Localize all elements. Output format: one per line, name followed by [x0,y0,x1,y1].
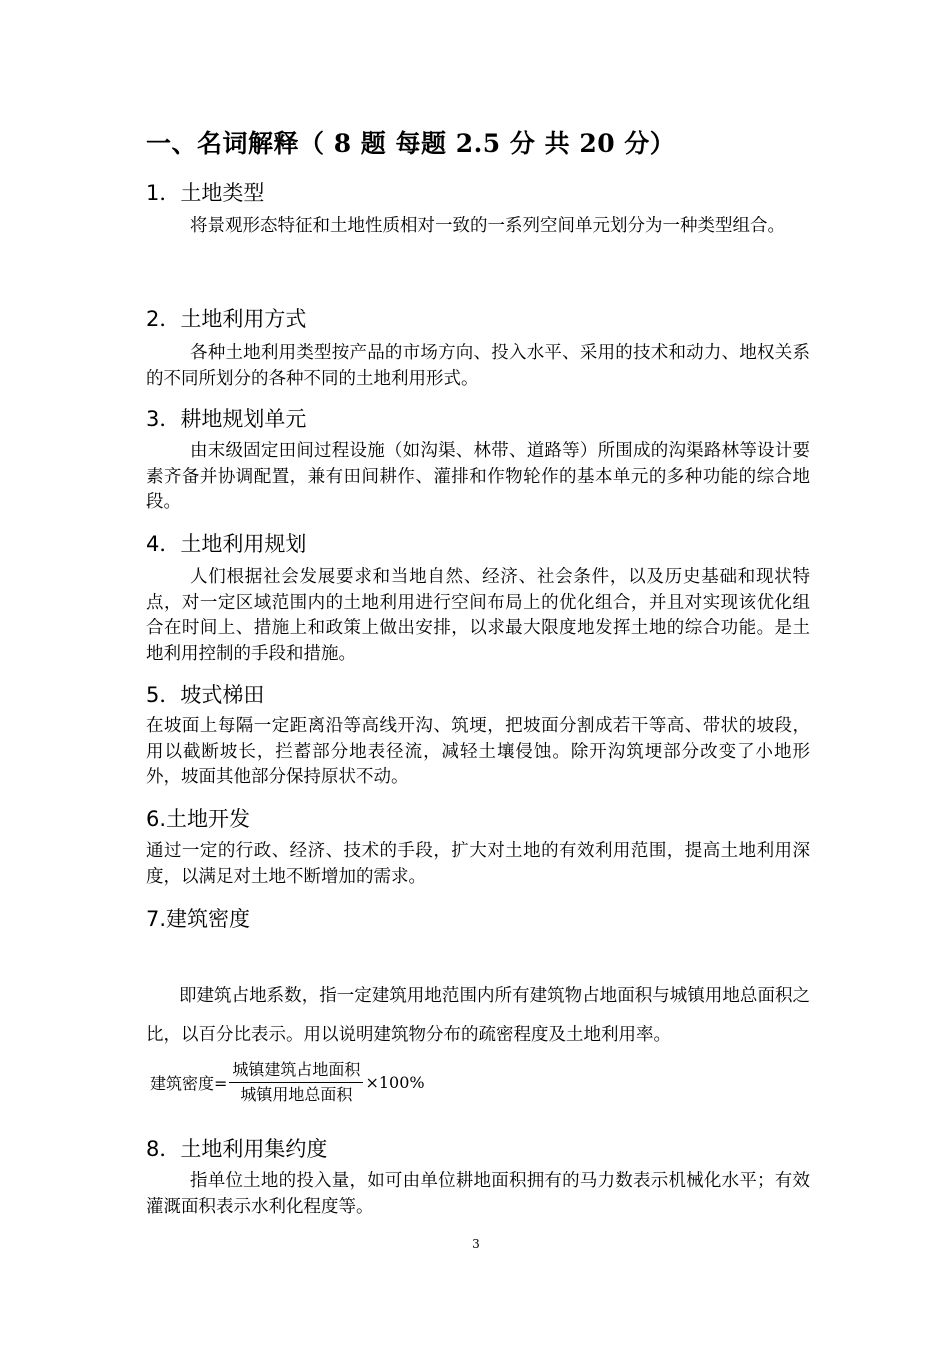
term-2-title: 2．土地利用方式 [146,307,307,331]
term-6-title: 6.土地开发 [146,807,251,831]
term-8-title: 8．土地利用集约度 [146,1137,328,1161]
formula-suffix: ×100% [365,1072,425,1092]
term-8-definition: 指单位土地的投入量，如可由单位耕地面积拥有的马力数表示机械化水平；有效灌溉面积表示水利化程度等。 [146,1171,810,1217]
term-6-definition: 通过一定的行政、经济、技术的手段，扩大对土地的有效利用范围，提高土地利用深度，以满足对土地不断增加的需求。 [146,841,810,887]
page-number: 3 [472,1237,480,1251]
formula-fraction [229,1060,363,1105]
term-3-title: 3．耕地规划单元 [146,407,307,431]
term-4-title: 4．土地利用规划 [146,532,307,556]
formula-denominator: 城镇用地总面积 [240,1084,353,1104]
term-4-definition: 人们根据社会发展要求和当地自然、经济、社会条件，以及历史基础和现状特点，对一定区域范围内的土地利用进行空间布局上的优化组合，并且对实现该优化组合在时间上、措施上和政策上做出安排，以求最大限度地发挥土地的综合功能。是土地利用控制的手段和措施。 [146,567,810,664]
section-title: 一、名词解释（ 8 题 每题 2.5 分 共 20 分） [146,129,676,158]
term-5-title: 5．坡式梯田 [146,683,265,707]
term-7-definition: 即建筑占地系数，指一定建筑用地范围内所有建筑物占地面积与城镇用地总面积之比，以百分比表示。用以说明建筑物分布的疏密程度及土地利用率。 [146,986,810,1045]
term-5-definition: 在坡面上每隔一定距离沿等高线开沟、筑埂，把坡面分割成若干等高、带状的坡段，用以截断坡长，拦蓄部分地表径流，减轻土壤侵蚀。除开沟筑埂部分改变了小地形外，坡面其他部分保持原状不动。 [146,716,810,787]
term-1-definition: 将景观形态特征和土地性质相对一致的一系列空间单元划分为一种类型组合。 [190,216,785,236]
term-1-title: 1．土地类型 [146,181,265,205]
formula-lhs: 建筑密度= [150,1073,228,1093]
building-density-formula [150,1057,425,1107]
term-2-definition: 各种土地利用类型按产品的市场方向、投入水平、采用的技术和动力、地权关系的不同所划分的各种不同的土地利用形式。 [146,343,810,389]
term-3-definition: 由末级固定田间过程设施（如沟渠、林带、道路等）所围成的沟渠路林等设计要素齐备并协调配置，兼有田间耕作、灌排和作物轮作的基本单元的多种功能的综合地段。 [146,441,810,512]
formula-numerator: 城镇建筑占地面积 [229,1060,363,1083]
term-7-title: 7.建筑密度 [146,907,251,931]
